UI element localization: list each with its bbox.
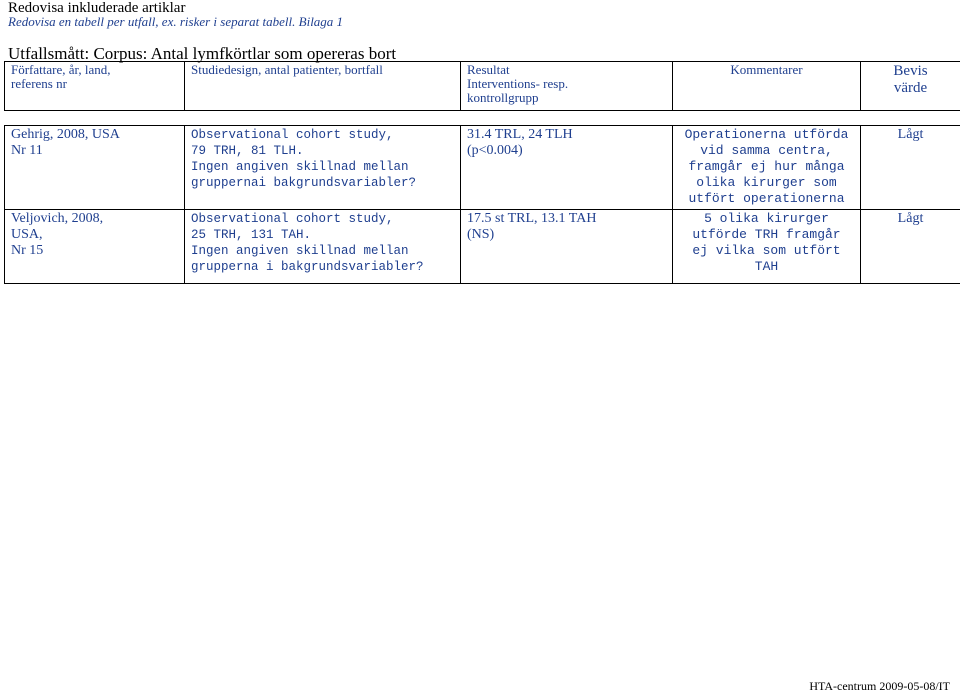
table-row (5, 126, 960, 210)
cell-line: Lågt (897, 211, 924, 226)
cell-line: olika kirurger som (696, 175, 837, 190)
cell-comments (673, 210, 861, 284)
page-footer: HTA-centrum 2009-05-08/IT (809, 679, 950, 693)
cell-line: Lågt (897, 127, 924, 142)
cell-line: gruppernai bakgrundsvariabler? (191, 176, 417, 190)
header-design-line: Studiedesign, antal patienter, bortfall (191, 62, 383, 77)
header-result-line: Interventions- resp. (467, 76, 569, 91)
cell-line: ej vilka som utfört (692, 243, 841, 258)
cell-evidence (861, 210, 960, 284)
cell-author (5, 210, 185, 284)
cell-line: Ingen angiven skillnad mellan (191, 244, 409, 258)
cell-result (461, 210, 673, 284)
header-author (5, 62, 185, 111)
cell-line: Operationerna utförda (684, 127, 849, 142)
cell-line: 5 olika kirurger (704, 211, 829, 226)
cell-result (461, 126, 673, 210)
cell-evidence (861, 126, 960, 210)
header-evidence (861, 62, 960, 111)
header-author-line: referens nr (11, 76, 67, 91)
cell-line: utförde TRH framgår (692, 227, 841, 242)
cell-line: Observational cohort study, (191, 128, 394, 142)
cell-line: Gehrig, 2008, USA (11, 127, 120, 142)
cell-line: grupperna i bakgrundsvariabler? (191, 260, 424, 274)
header-result-line: Resultat (467, 62, 510, 77)
header-result (461, 62, 673, 111)
cell-line: 79 TRH, 81 TLH. (191, 144, 304, 158)
cell-line: (p<0.004) (467, 143, 523, 158)
cell-line: 25 TRH, 131 TAH. (191, 228, 312, 242)
outcome-measure: Utfallsmått: Corpus: Antal lymfkörtlar som opereras bort (8, 44, 397, 63)
cell-design (185, 210, 461, 284)
cell-line: Observational cohort study, (191, 212, 394, 226)
document-title: Redovisa inkluderade artiklar (8, 0, 186, 16)
cell-line: Nr 11 (11, 143, 43, 158)
header-comments (673, 62, 861, 111)
cell-line: Veljovich, 2008, (11, 211, 104, 226)
header-row (5, 62, 960, 111)
header-design (185, 62, 461, 111)
studies-table (4, 125, 960, 284)
header-comments-line: Kommentarer (730, 62, 803, 77)
header-evidence-line: Bevis (893, 63, 928, 79)
cell-comments (673, 126, 861, 210)
cell-line: 17.5 st TRL, 13.1 TAH (467, 211, 597, 226)
header-evidence-line: värde (893, 80, 928, 96)
cell-line: (NS) (467, 227, 495, 242)
cell-line: Ingen angiven skillnad mellan (191, 160, 409, 174)
cell-author (5, 126, 185, 210)
cell-line: framgår ej hur många (688, 159, 845, 174)
cell-line: TAH (754, 259, 779, 274)
cell-design (185, 126, 461, 210)
cell-line: 31.4 TRL, 24 TLH (467, 127, 573, 142)
cell-line: USA, (11, 227, 43, 242)
cell-line: Nr 15 (11, 243, 44, 258)
header-result-line: kontrollgrupp (467, 90, 539, 105)
cell-line: utfört operationerna (688, 191, 845, 206)
header-table (4, 61, 960, 111)
cell-line: vid samma centra, (700, 143, 833, 158)
document-subtitle: Redovisa en tabell per utfall, ex. risker i separat tabell. Bilaga 1 (8, 14, 344, 29)
table-row (5, 210, 960, 284)
header-author-line: Författare, år, land, (11, 62, 111, 77)
